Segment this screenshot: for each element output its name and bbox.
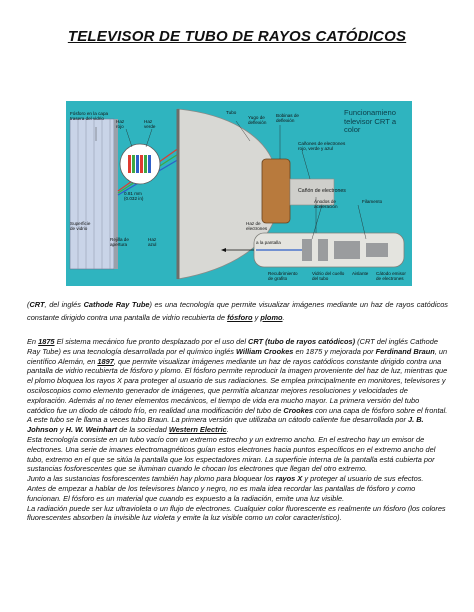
- label-coils: Bobinas de deflexión: [276, 113, 299, 123]
- lead-paragraph: Junto a las sustancias fosforescentes también hay plomo para bloquear los rayos X y proteger al usuario de sus efectos.: [27, 474, 424, 484]
- label-guns-rgb: Cañones de electrones rojo, verde y azul: [298, 141, 346, 151]
- label-blue-beam: Haz azul: [148, 237, 157, 247]
- technology-paragraph: Esta tecnología consiste en un tubo vacío con un extremo estrecho y un extremo ancho. En el estrecho hay un emisor de electrones. Una serie de imanes electromagnéticos guían estos electrones hacia puntos específicos en el extremo ancho del tubo, extremo en el que se sitúa la pantalla que los espectadores miran. La superficie interna de la pantalla está cubierta por sustancias fosforescentes que se iluminan cuando le chocan los electrones que llegan del otro extremo.: [27, 434, 436, 474]
- phosphor-paragraph: Antes de empezar a hablar de los televisores blanco y negro, no es mala idea recordar las pantallas de fósforo y como funcionan. El fósforo es un material que cuando es expuesto a la radiación, emite una luz visible.: [27, 483, 416, 503]
- label-cathode: Cátodo emisor de electrones: [376, 271, 406, 281]
- william-crookes: William Crookes: [235, 346, 294, 356]
- year-1875: 1875: [38, 337, 55, 346]
- intro-paragraph: (CRT, del inglés Cathode Ray Tube) es una tecnología que permite visualizar imágenes mediante un haz de rayos catódicos constante dirigido contra una pantalla de vidrio recubierta de fósforo y plomo.: [27, 300, 449, 322]
- lead-term: plomo: [260, 312, 283, 322]
- crt-term: CRT: [29, 300, 45, 309]
- label-graphite: Recubrimiento de grafito: [268, 271, 298, 281]
- cathode-ray-tube-term: Cathode Ray Tube: [83, 300, 150, 309]
- hw-weinhart: H. W. Weinhart: [65, 425, 118, 435]
- label-tube: Tubo: [226, 110, 237, 115]
- label-red-beam: Haz rojo: [116, 119, 125, 129]
- label-green-beam: Haz verde: [144, 119, 156, 129]
- label-to-screen: a la pantalla: [256, 240, 281, 245]
- label-neck-glass: Vidrio del cuello del tubo: [312, 271, 345, 281]
- label-glass-surface: Superficie de vidrio: [70, 221, 91, 231]
- jb-johnson: J. B. Johnson: [27, 415, 424, 435]
- label-phosphor: Fósforo en la capa trasera del vidrio: [70, 111, 109, 121]
- deflection-yoke: [262, 159, 290, 223]
- label-electron-beam: Haz de electrones: [246, 221, 268, 231]
- label-measure: 0.81 mm (0.032 in): [124, 191, 144, 201]
- year-1897: 1897: [97, 356, 114, 366]
- label-yoke: Yugo de deflexión: [248, 115, 267, 125]
- phosphor-term: fósforo: [227, 312, 253, 322]
- figure-title: Funcionamieno televisor CRT a color: [344, 108, 397, 134]
- label-aperture-grille: Rejilla de apertura: [110, 237, 129, 247]
- crookes-tube: Crookes: [283, 405, 313, 415]
- label-insulator: Aislante: [352, 271, 369, 276]
- label-anodes: Ánodos de aceleración: [314, 199, 338, 209]
- ferdinand-braun: Ferdinand Braun: [375, 346, 435, 356]
- x-rays-term: rayos X: [275, 474, 303, 484]
- body-text: [27, 337, 448, 523]
- crt-diagram: [66, 101, 412, 286]
- page-title: TELEVISOR DE TUBO DE RAYOS CATÓDICOS: [67, 28, 407, 45]
- phosphor-screen: [70, 119, 114, 269]
- crt-definition: CRT (tubo de rayos catódicos): [248, 337, 356, 346]
- radiation-paragraph: La radiación puede ser luz ultravioleta o un flujo de electrones. Cualquier color fluorescente es realmente un fósforo (los colores fluorescentes absorben la invisible luz violeta y emite la luz visible como un color característico).: [27, 503, 446, 523]
- western-electric: Western Electric: [168, 425, 227, 435]
- history-paragraph: En 1875 El sistema mecánico fue pronto desplazado por el uso del CRT (tubo de rayos catódicos) (CRT del inglés Cathode Ray Tube) es una tecnología desarrollada por el químico inglés William Crookes en 1875 y mejorada por Ferdinand Braun, un científico Alemán, en 1897, que permite visualizar imágenes mediante un haz de rayos catódicos constante dirigido contra una pantalla de vidrio recubierta de fósforo y plomo. El fósforo permite reproducir la imagen proveniente del haz de luz, mientras que el plomo bloquea los rayos X para proteger al usuario de sus radiaciones. Se emplea principalmente en monitores, televisores y osciloscopios como elemento generador de imágenes, que permitía alcanzar mejores resoluciones y velocidades de exploración. Además al no tener elementos mecánicos, el tiempo de vida era mucho mayor. La primera versión del tubo catódico fue un diodo de cátodo frío, en realidad una modificación del tubo de Crookes con una capa de fósforo sobre el frontal. A este tubo se le llama a veces tubo Braun. La primera versión que utilizaba un cátodo caliente fue desarrollada por J. B. Johnson y H. W. Weinhart de la sociedad Western Electric.: [27, 337, 448, 435]
- label-filament: Filamento: [362, 199, 383, 204]
- label-electron-gun: Cañón de electrones: [298, 188, 346, 194]
